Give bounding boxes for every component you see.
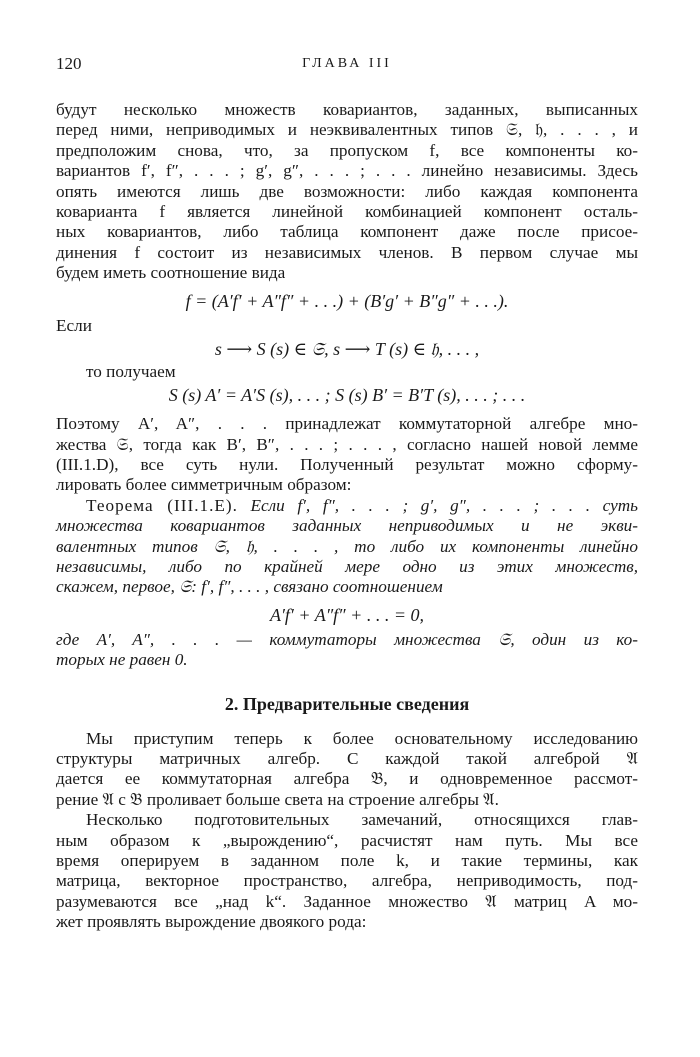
theorem-line: скажем, первое, 𝔖: f′, f″, . . . , связано соотношением — [56, 577, 443, 597]
text-line: будут несколько множеств ковариантов, заданных, выписанных — [56, 100, 638, 119]
text-line: матрица, векторное пространство, алгебра, неприводимость, под- — [56, 871, 638, 891]
text-line: ковариантa f является линейной комбинацией компонент осталь- — [56, 201, 638, 221]
text-line: жества 𝔖, тогда как B′, B″, . . . ; . . . , согласно нашей новой лемме — [56, 434, 638, 454]
text-line: будем иметь соотношение вида — [56, 263, 286, 283]
theorem-line: множества ковариантов заданных неприводимых и не экви- — [56, 516, 638, 536]
text-line: лировать более симметричным образом: — [56, 475, 352, 495]
text-line: (III.1.D), все суть нули. Полученный результат можно сформу- — [56, 455, 638, 475]
text-line: опять имеются лишь две возможности: либо каждая компонента — [56, 181, 638, 201]
text-line: время оперируем в заданном поле k, и такие термины, как — [56, 850, 638, 870]
page-body — [56, 100, 638, 933]
text-line: Мы приступим теперь к более основательному исследованию — [86, 728, 638, 748]
theorem-line: валентных типов 𝔖, 𝔥, . . . , то либо их компоненты линейно — [56, 536, 638, 556]
text-line: разумеваются все „над k“. Заданное множество 𝔄 матриц A мо- — [56, 891, 638, 911]
running-head: ГЛАВА III — [302, 56, 392, 71]
text-line: жет проявлять вырождение двоякого рода: — [56, 912, 367, 932]
text-line: вариантов f′, f″, . . . ; g′, g″, . . . ; . . . линейно независимы. Здесь — [56, 161, 638, 181]
text-line: структуры матричных алгебр. С каждой такой алгеброй 𝔄 — [56, 748, 638, 768]
section-title: 2. Предварительные сведения — [224, 693, 470, 714]
text-line: дается ее коммутаторная алгебра 𝔅, и одновременное рассмот- — [56, 769, 638, 789]
text-line: ных ковариантов, либо таблица компонент даже после присое- — [56, 222, 638, 242]
text-line: предположим снова, что, за пропуском f, все компоненты ко- — [56, 140, 638, 160]
text-line: Несколько подготовительных замечаний, относящихся глав- — [86, 810, 638, 830]
theorem-line: независимы, либо по крайней мере одно из этих множеств, — [56, 557, 638, 577]
theorem-line — [56, 496, 638, 516]
theorem-label: Теорема (III.1.E). — [86, 495, 238, 515]
theorem-line: торых не равен 0. — [56, 650, 188, 670]
text-line-esli: Если — [56, 315, 92, 335]
page-number: 120 — [56, 54, 82, 73]
text-line: перед ними, неприводимых и неэквивалентных типов 𝔖, 𝔥, . . . , и — [56, 120, 638, 140]
text-line: ным образом к „вырождению“, расчистят нам путь. Мы все — [56, 830, 638, 850]
theorem-text: Если f′, f″, . . . ; g′, g″, . . . ; . . . суть — [250, 495, 638, 515]
equation-commutation: S (s) A′ = A′S (s), . . . ; S (s) B′ = B′T (s), . . . ; . . . — [168, 385, 526, 406]
equation-representations: s ⟶ S (s) ∈ 𝔖, s ⟶ T (s) ∈ 𝔥, . . . , — [214, 338, 480, 359]
equation-relation: A′f′ + A″f″ + . . . = 0, — [270, 604, 424, 625]
text-line: динения f состоит из независимых членов. В первом случае мы — [56, 242, 638, 262]
theorem-line: где A′, A″, . . . — коммутаторы множества 𝔖, один из ко- — [56, 629, 638, 649]
text-line: рение 𝔄 с 𝔅 проливает больше света на строение алгебры 𝔄. — [56, 789, 499, 809]
equation-linear-combination: f = (A′f′ + A″f″ + . . .) + (B′g′ + B″g″ + . . .). — [185, 290, 509, 311]
text-line: Поэтому A′, A″, . . . принадлежат коммутаторной алгебре мно- — [56, 414, 638, 434]
text-line-to-poluchaem: то получаем — [86, 361, 176, 381]
page-header — [56, 54, 638, 78]
